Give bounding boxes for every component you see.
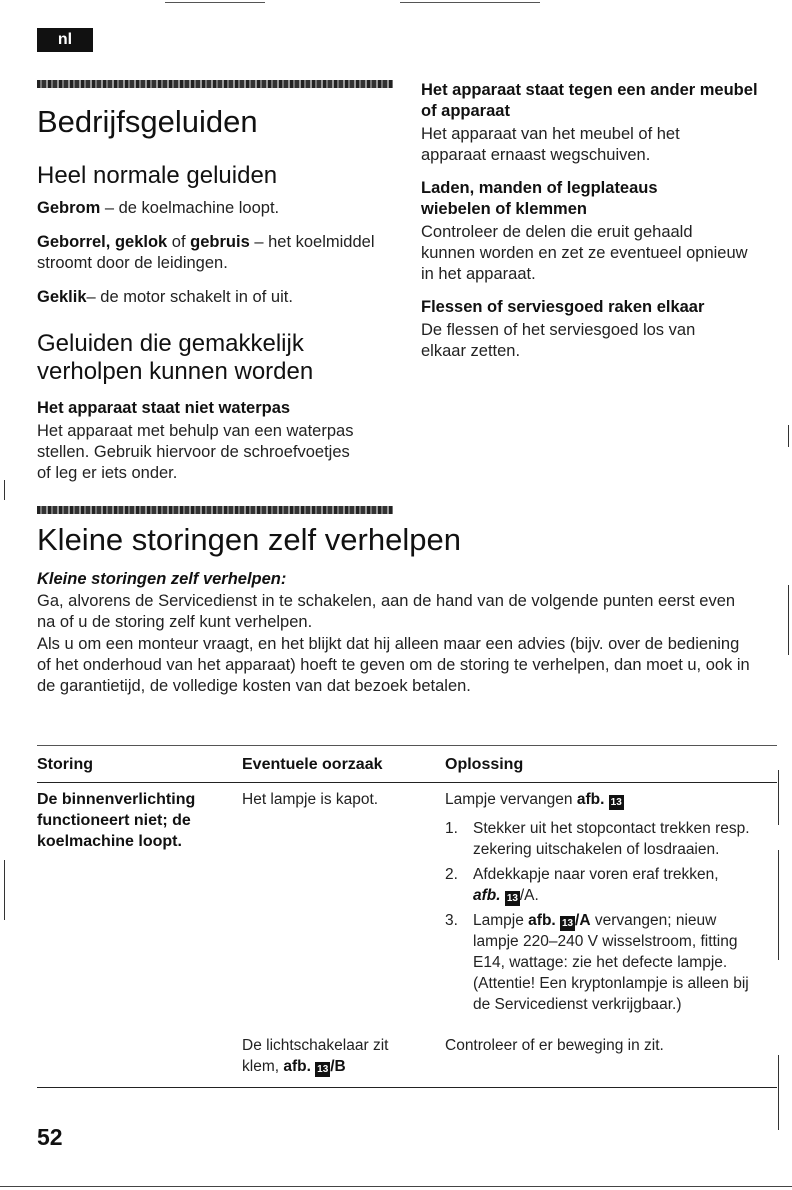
page-number: 52 (37, 1124, 63, 1150)
figure-suffix: /B (330, 1058, 346, 1075)
normal-sounds-heading: Heel normale geluiden (37, 162, 278, 189)
scan-edge-mark (788, 585, 789, 655)
block-text: Controleer de delen die eruit gehaald kunnen worden en zet ze eventueel opnieuw in het apparaat. (421, 223, 748, 283)
level-heading: Het apparaat staat niet waterpas (37, 399, 291, 417)
scan-edge-mark (778, 850, 779, 960)
language-tag: nl (37, 28, 93, 52)
scan-edge-mark (4, 480, 5, 500)
top-edge-mark (165, 2, 265, 3)
figure-number-badge: 13 (317, 1064, 329, 1075)
right-column (421, 80, 761, 362)
block-heading: Laden, manden of legplateaus wiebelen of klemmen (421, 179, 658, 218)
block-heading: Flessen of serviesgoed raken elkaar (421, 298, 705, 316)
fault-table (37, 745, 777, 1088)
faults-title: Kleine storingen zelf verhelpen (37, 522, 461, 557)
step-number: 1. (445, 820, 458, 837)
solution-lead-text: Lampje vervangen (445, 791, 577, 808)
step-item (445, 910, 765, 1015)
level-text: Het apparaat met behulp van een waterpas stellen. Gebruik hiervoor de schroefvoetjes of leg er iets onder. (37, 422, 354, 482)
figure-suffix: /A. (519, 887, 539, 904)
easy-fix-heading: Geluiden die gemakkelijk verholpen kunnen worden (37, 330, 314, 385)
step-text: Stekker uit het stopcontact trekken resp. zekering uitschakelen of losdraaien. (473, 820, 750, 858)
cause-switch (242, 1035, 412, 1077)
description: – het koelmiddel stroomt door de leidingen. (37, 233, 375, 272)
block-text: Het apparaat van het meubel of het apparaat ernaast wegschuiven. (421, 125, 680, 164)
faults-cost-note: Als u om een monteur vraagt, en het blijkt dat hij alleen maar een advies (bijv. over de bediening of het onderhoud van het apparaat) hoeft te geven om de storing te verhelpen, dan moet u, ook in de garantietijd, de volledige kosten van dat bezoek betalen. (37, 635, 750, 695)
step-item (445, 864, 765, 906)
description: – de motor schakelt in of uit. (86, 288, 293, 306)
cause-switch-text: De lichtschakelaar zit klem, (242, 1037, 389, 1075)
cause-lamp: Het lampje is kapot. (242, 791, 379, 808)
term: gebruis (190, 233, 250, 251)
normal-item-geborrel (37, 232, 377, 274)
step-text: Afdekkapje naar voren eraf trekken, (473, 866, 719, 883)
figure-number-badge: 13 (610, 797, 622, 808)
term: Geborrel, geklok (37, 233, 168, 251)
section-title: Bedrijfsgeluiden (37, 104, 258, 139)
figure-number-badge: 13 (561, 918, 574, 929)
scan-edge-mark (778, 770, 779, 825)
term: Gebrom (37, 199, 101, 217)
faults-intro: Ga, alvorens de Servicedienst in te schakelen, aan de hand van de volgende punten eerst even na of u de storing zelf kunt verhelpen. (37, 592, 736, 631)
solution-lead (445, 789, 765, 810)
section-rule (37, 506, 393, 514)
step-text: vervangen; nieuw lampje 220–240 V wisselstroom, fitting E14, wattage: zie het defecte lampje. (Attentie! Een kryptonlampje is alleen bij de Servicedienst verkrijgbaar.) (473, 912, 749, 1013)
figure-ref: afb. (528, 912, 556, 929)
fault-description: De binnenverlichting functioneert niet; de koelmachine loopt. (37, 791, 196, 850)
col-header-oorzaak: Eventuele oorzaak (242, 756, 383, 773)
block-heading: Het apparaat staat tegen een ander meubel of apparaat (421, 81, 758, 120)
table-row (37, 783, 777, 1083)
table-bottom-rule (37, 1087, 777, 1088)
table-header-row (37, 746, 777, 782)
col-header-storing: Storing (37, 756, 93, 773)
figure-ref: afb. (473, 887, 501, 904)
col-header-oplossing: Oplossing (445, 756, 524, 773)
connector: of (167, 233, 191, 251)
figure-ref: afb. (576, 791, 605, 808)
normal-item-gebrom (37, 198, 367, 219)
scan-edge-mark (788, 425, 789, 447)
bottom-edge-mark (0, 1186, 792, 1187)
term: Geklik (37, 288, 87, 306)
solution-switch: Controleer of er beweging in zit. (445, 1037, 664, 1054)
description: – de koelmachine loopt. (100, 199, 280, 217)
block-text: De flessen of het serviesgoed los van elkaar zetten. (421, 321, 696, 360)
figure-number-badge: 13 (506, 893, 518, 904)
normal-item-geklik (37, 287, 367, 308)
top-edge-mark (400, 2, 540, 3)
step-number: 2. (445, 866, 458, 883)
solution-lamp (445, 789, 765, 1019)
scan-edge-mark (4, 860, 5, 920)
step-lead: Lampje (473, 912, 529, 929)
step-item (445, 818, 765, 860)
figure-suffix: /A (575, 912, 591, 929)
section-rule (37, 80, 393, 88)
step-number: 3. (445, 912, 458, 929)
figure-ref: afb. (283, 1058, 311, 1075)
scan-edge-mark (778, 1055, 779, 1130)
solution-steps (445, 818, 765, 1015)
faults-subtitle: Kleine storingen zelf verhelpen: (37, 570, 287, 588)
